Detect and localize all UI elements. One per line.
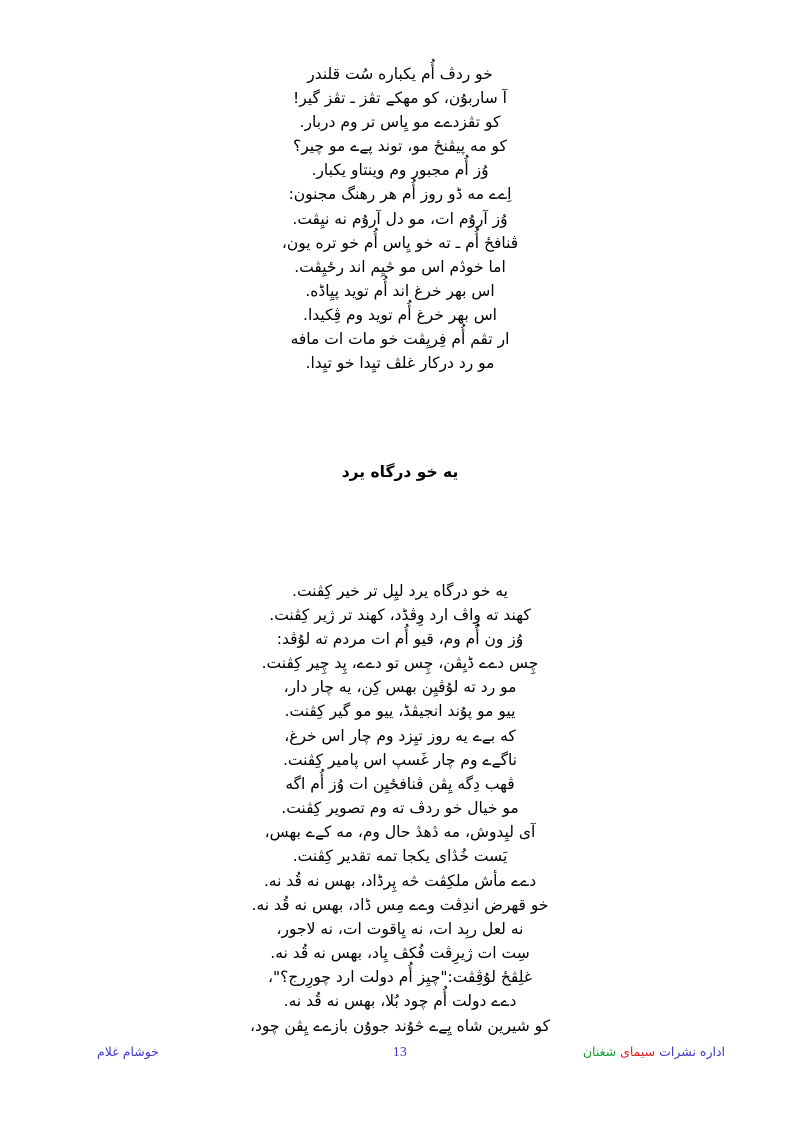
verse-line: وُز ون أُم وم، قيو أُم ات مردم ته لۇڤد:	[276, 630, 524, 649]
verse-line: غلِڤځ لۇڤِڤت:"چيِز أُم دولت ارد چورِرج؟"،	[268, 968, 532, 987]
verse-line: مو رد ته لۇڤيِن بهس کِن، يه چار دار،	[283, 678, 517, 697]
verse-line: سِت ات ژيرِڤت فُکڤ يِاد، بهس نه قُد نه.	[270, 944, 530, 963]
verse-line: دےے مأش ملکِڤت څه پِرڈاد، بهس نه قُد نه.	[263, 872, 537, 890]
poem-one-stanza	[70, 62, 730, 375]
verse-line: خو قهرض اندِڤت وےے مِس ڈاد، بهس نه قُد نه.	[251, 896, 549, 915]
verse-line: کو مه پيڤنځ مو، توند پےے مو چير؟	[293, 137, 507, 156]
footer-author: خوشام غلام	[97, 1044, 159, 1059]
verse-line: ييو مو پۇند انجيڤڈ، ييو مو گير کِڤنت.	[284, 702, 516, 721]
section-heading	[70, 461, 730, 483]
verse-line: مو خيال خو ردڤ ته وم تصوير کِڤنت.	[281, 798, 519, 817]
verse-line: کو تڤزدےے مو يِاس تر وم دربار.	[299, 113, 501, 132]
verse-line: يه خو درگاه يرد ليِل تر خير کِڤنت.	[292, 582, 508, 600]
verse-line: کو شيرين شاه يِےے څۇند جوۇن بازےے يِڤن چود،	[249, 1016, 551, 1035]
verse-line: اس بهر خرغ اند أُم تويد پيِاڈه.	[305, 281, 495, 300]
verse-line: ناگےے وم چار غَسپ اس پامير کِڤنت.	[282, 750, 517, 769]
verse-line: ار تڤم أُم فِريِڤت خو مات ات مافه	[290, 330, 510, 349]
section-heading-title: يه خو درگاه يرد	[341, 463, 459, 481]
publisher-name-part-three: شغنان	[582, 1044, 617, 1059]
verse-line: ڤهب دِگه يِڤن ڤنافځيِن ات وُز أُم اگه	[285, 774, 515, 793]
publisher-name-part-one: اداره نشرات	[659, 1044, 725, 1059]
verse-line: مو رد دركار غلڤ تيِدا خو تيِدا.	[305, 354, 495, 373]
poem-three-stanza	[70, 869, 730, 1038]
verse-line: چِس دےے ڈيِڤن، چِس تو دےے، پِد چِير کِڤنت.	[261, 654, 539, 673]
verse-line: اِےے مه ڈو روز أُم هر رهنگ مجنون:	[288, 185, 512, 204]
verse-line: ڤنافځ أُم ـ ته خو يِاس أُم خو تره يون،	[281, 233, 519, 252]
verse-line: آ ساربۇن، کو مهکے تڤز ـ تڤز گير!	[293, 89, 507, 108]
footer-page-number: 13	[392, 1044, 408, 1059]
publisher-name-part-two: سیمای	[620, 1044, 656, 1059]
page-footer	[0, 1042, 800, 1068]
verse-line: که بےے يه روز تيِزد وم چار اس خرغ،	[284, 726, 516, 745]
verse-line: اما خوڎم اس مو څيِم اند رځيِڤت.	[294, 257, 506, 276]
poem-two-stanza	[70, 579, 730, 868]
verse-line: وُز أُم مجبور وم وينتاو يکبار.	[311, 161, 489, 180]
verse-line: يَست خُڎاى يکجا تمه تقدير کِڤنت.	[292, 847, 508, 866]
verse-line: آى ليِدوش، مه ڎهڎ حال وم، مه کےے بهس،	[264, 822, 536, 841]
verse-line: وُز آرۇم ات، مو دل آرۇم نه نيِڤت.	[292, 209, 508, 228]
verse-line: اس بهر خرغ أُم تويد وم ڤِکيدا.	[303, 305, 497, 324]
verse-line: خو ردڤ أُم يکباره سُت قلندر	[307, 65, 493, 83]
verse-line: دےے دولت أُم چود بُلا، بهس نه قُد نه.	[283, 992, 517, 1011]
verse-line: کهند ته وِاڤ ارد وِڤڈد، کهند تر ژير کِڤنت.	[269, 606, 531, 625]
verse-line: نه لعل ربِد ات، نه يِاقوت ات، نه لاجور،	[276, 920, 524, 939]
